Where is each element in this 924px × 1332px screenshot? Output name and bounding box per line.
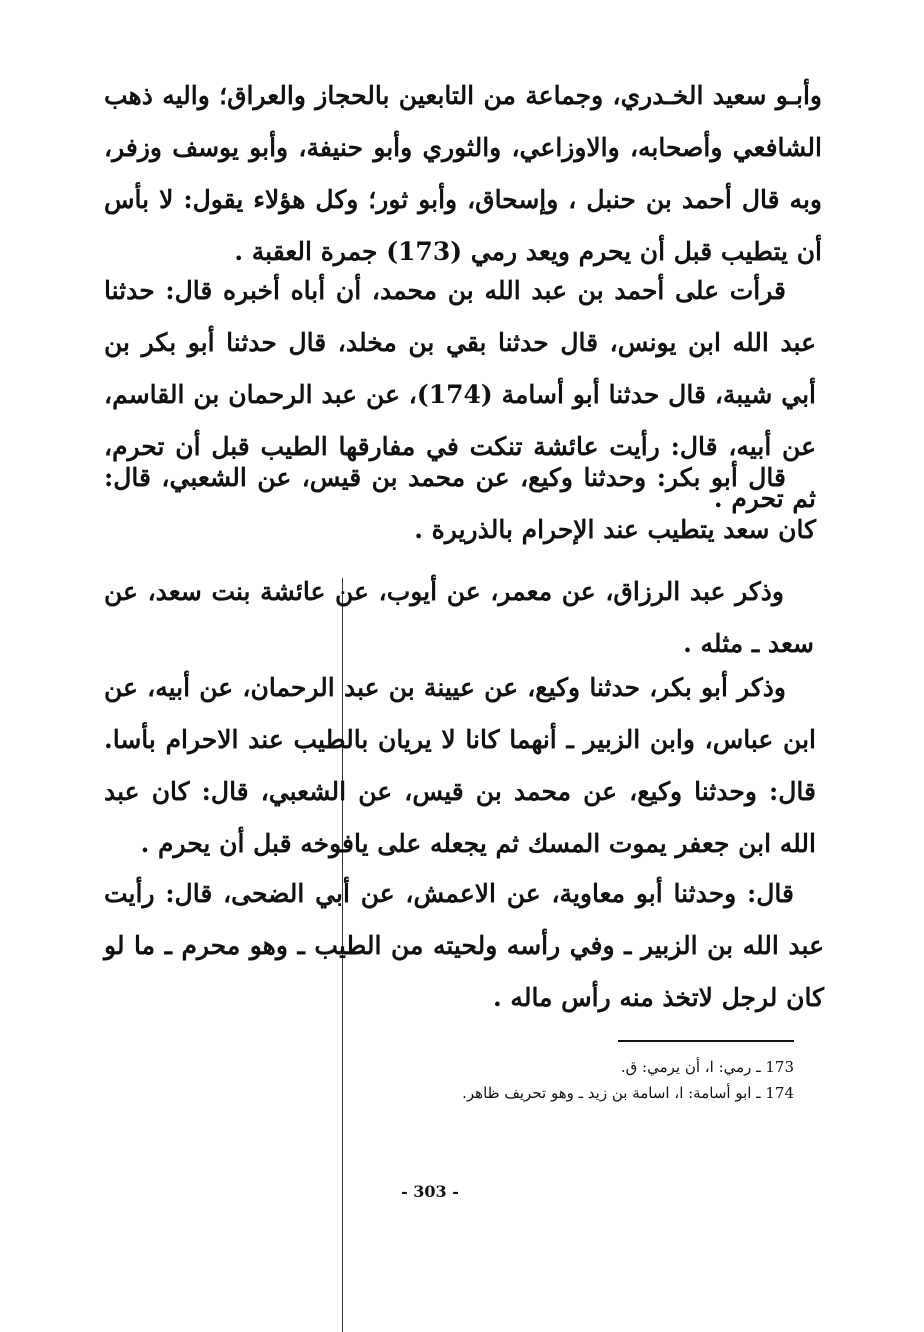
- paragraph-6: قال: وحدثنا أبو معاوية، عن الاعمش، عن أبي الضحى، قال: رأيت عبد الله بن الزبير ـ وفي رأسه ولحيته من الطيب ـ وهو محرم ـ ما لو كان لرجل لاتخذ منه رأس ماله .: [104, 879, 824, 1012]
- paragraph-3: قال أبو بكر: وحدثنا وكيع، عن محمد بن قيس، عن الشعبي، قال: كان سعد يتطيب عند الإحرام بالذريرة .: [104, 463, 816, 544]
- paragraph-1: وأبـو سعيد الخـدري، وجماعة من التابعين بالحجاز والعراق؛ واليه ذهب الشافعي وأصحابه، والاوزاعي، والثوري وأبو حنيفة، وأبو يوسف وزفر، وبه قال أحمد بن حنبل ، وإسحاق، وأبو ثور؛ وكل هؤلاء يقول: لا بأس أن يتطيب قبل أن يحرم ويعد رمي (173) جمرة العقبة .: [104, 81, 822, 266]
- paragraph-5: وذكر أبو بكر، حدثنا وكيع، عن عيينة بن عبد الرحمان، عن أبيه، عن ابن عباس، وابن الزبير ـ أنهما كانا لا يريان بالطيب عند الاحرام بأسا. قال: وحدثنا وكيع، عن محمد بن قيس، عن الشعبي، قال: كان عبد الله ابن جعفر يموت المسك ثم يجعله على يافوخه قبل أن يحرم .: [104, 673, 816, 858]
- paragraph-4: وذكر عبد الرزاق، عن معمر، عن أيوب، عن عائشة بنت سعد، عن سعد ـ مثله .: [104, 577, 814, 658]
- footnote-174: 174 ـ ابو أسامة: ا، اسامة بن زيد ـ وهو تحريف ظاهر.: [462, 1084, 794, 1102]
- paragraph-2: قرأت على أحمد بن عبد الله بن محمد، أن أباه أخبره قال: حدثنا عبد الله ابن يونس، قال حدثنا بقي بن مخلد، قال حدثنا أبو بكر بن أبي شيبة، قال حدثنا أبو أسامة (174)، عن عبد الرحمان بن القاسم، عن أبيه، قال: رأيت عائشة تنكت في مفارقها الطيب قبل أن تحرم، ثم تحرم .: [104, 276, 816, 513]
- footnotes: [294, 1054, 794, 1106]
- footnote-173: 173 ـ رمي: ا، أن يرمي: ق.: [620, 1058, 794, 1076]
- page-number: - 303 -: [401, 1182, 459, 1201]
- footnote-separator: [618, 1040, 794, 1042]
